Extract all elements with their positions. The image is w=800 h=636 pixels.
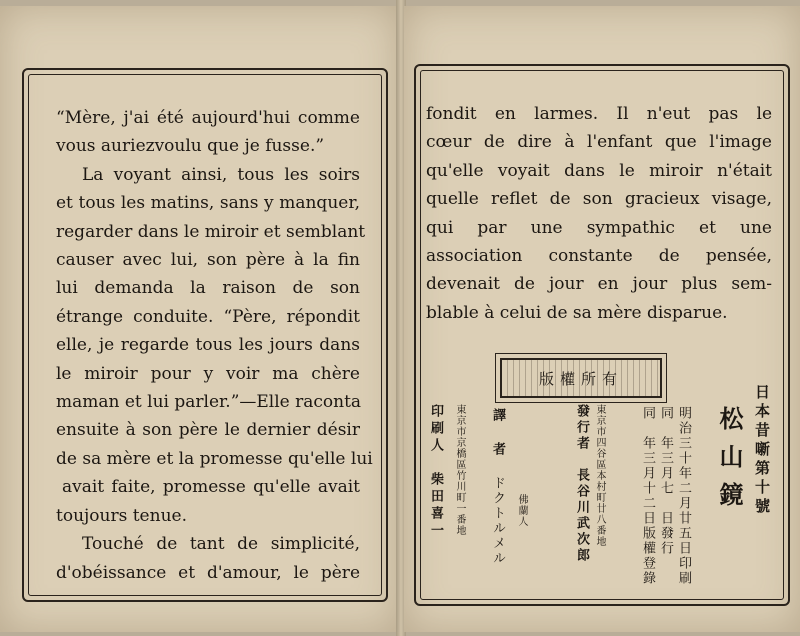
text-line: de sa mère et la promesse qu'elle lui xyxy=(56,448,373,469)
registration-date: 同 年三月十二日版權登錄 xyxy=(640,406,655,586)
text-line: regarder dans le miroir et semblant xyxy=(56,221,366,242)
text-line: vous auriezvoulu que je fusse.” xyxy=(56,136,325,157)
text-line: La voyant ainsi, tous les soirs xyxy=(82,164,360,185)
text-line: quelle reflet de son gracieux visage, xyxy=(426,189,772,210)
text-line: fondit en larmes. Il n'eut pas le xyxy=(426,104,772,124)
printer: 印刷人 柴田喜一 xyxy=(428,404,443,540)
text-line: association constante de pensée, xyxy=(426,246,772,267)
left-page xyxy=(0,6,398,632)
print-date: 明治三十年二月廿五日印刷 xyxy=(676,406,691,586)
publisher-address: 東京市四谷區本村町廿八番地 xyxy=(594,404,605,547)
publisher: 發行者 長谷川武次郎 xyxy=(574,404,589,564)
text-line: avait faite, promesse qu'elle avait xyxy=(62,477,360,498)
text-line: devenait de jour en jour plus sem- xyxy=(426,274,772,295)
text-line: qu'elle voyait dans le miroir n'était xyxy=(426,160,772,181)
text-line: causer avec lui, son père à la fin xyxy=(56,250,360,271)
right-page xyxy=(404,6,800,632)
text-line: qui par une sympathic et une xyxy=(426,217,772,238)
translator-role: 佛蘭人 xyxy=(516,494,527,527)
text-line: lui demanda la raison de son xyxy=(56,278,360,299)
publish-date: 同 年三月七 日發行 xyxy=(658,406,673,556)
text-line: et tous les matins, sans y manquer, xyxy=(56,193,360,214)
copyright-stamp: 版權所有 xyxy=(500,358,662,398)
book-title: 松山鏡 xyxy=(715,406,743,520)
series-title: 日本昔噺第十號 xyxy=(753,384,771,517)
left-page-text xyxy=(56,104,373,587)
text-line: cœur de dire à l'enfant que l'image xyxy=(426,132,772,153)
text-line: blable à celui de sa mère disparue. xyxy=(426,302,728,323)
text-line: elle, je regarde tous les jours dans xyxy=(56,335,360,356)
text-line: d'obéissance et d'amour, le père xyxy=(56,562,360,583)
translator-name: ドクトルメル xyxy=(490,476,505,566)
text-line: “Mère, j'ai été aujourd'hui comme xyxy=(56,108,360,128)
colophon xyxy=(404,6,800,632)
text-line: étrange conduite. “Père, répondit xyxy=(56,306,360,327)
text-line: maman et lui parler.”—Elle raconta xyxy=(56,392,362,413)
text-line: Touché de tant de simplicité, xyxy=(82,534,360,555)
translator-label: 譯 者 xyxy=(490,408,505,459)
text-line: ensuite à son père le dernier désir xyxy=(56,420,360,441)
text-line: le miroir pour y voir ma chère xyxy=(56,363,360,384)
printer-address: 東京市京橋區竹川町一番地 xyxy=(454,404,465,536)
text-line: toujours tenue. xyxy=(56,505,187,526)
